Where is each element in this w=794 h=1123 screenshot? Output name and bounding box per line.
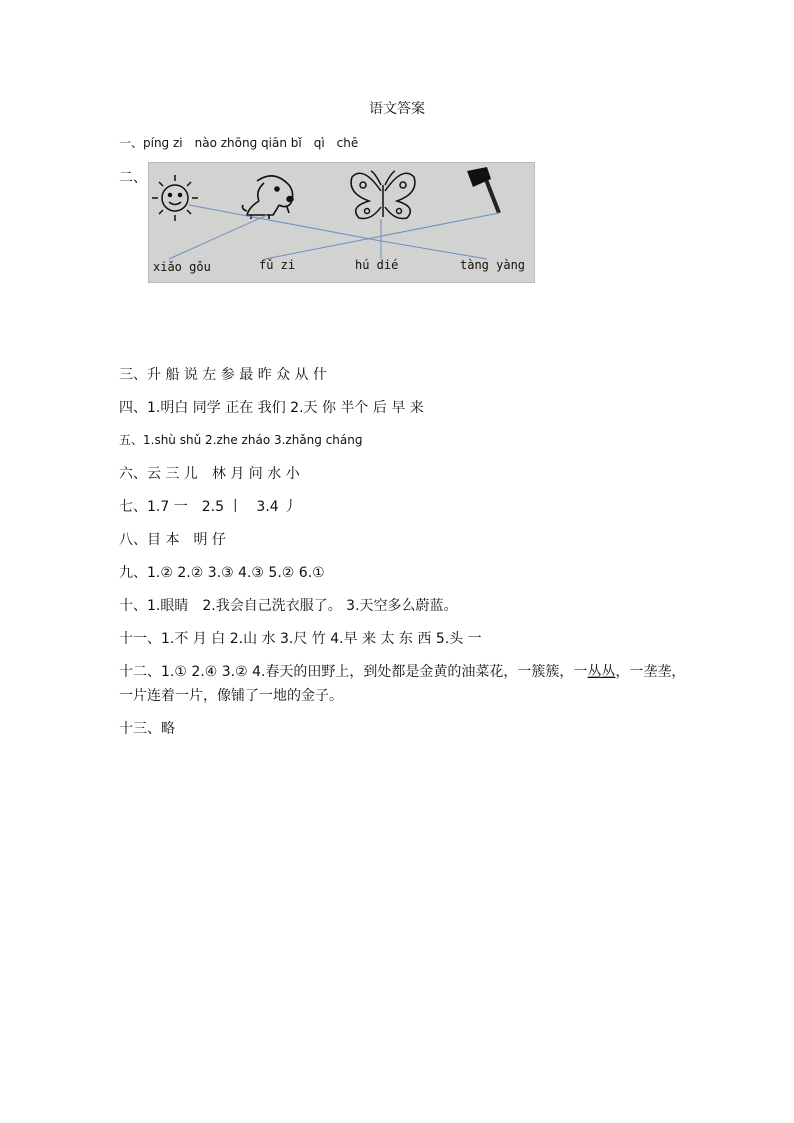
answer-12-text-b: ，一垄垄，	[615, 664, 686, 680]
answer-8: 八、目 本 明 仔	[119, 532, 226, 548]
answer-11: 十一、1.不 月 白 2.山 水 3.尺 竹 4.早 来 太 东 西 5.头 一	[119, 631, 482, 647]
answer-5: 五、1.shù shǔ 2.zhe zháo 3.zhǎnɡ chánɡ	[119, 433, 363, 447]
answer-10: 十、1.眼睛 2.我会自己洗衣服了。 3.天空多么蔚蓝。	[119, 598, 458, 614]
pinyin-label: tàng yàng	[460, 258, 526, 272]
matching-lines	[169, 205, 499, 259]
answer-7: 七、1.7 一 2.5 丨 3.4 丿	[119, 499, 298, 515]
dog-icon	[243, 176, 294, 219]
answer-4: 四、1.明白 同学 正在 我们 2.天 你 半个 后 早 来	[119, 400, 424, 416]
answer-12-text-a: 十二、1.① 2.④ 3.② 4.春天的田野上，到处都是金黄的油菜花，一簇簇，一	[119, 664, 588, 680]
answer-9: 九、1.② 2.② 3.③ 4.③ 5.② 6.①	[119, 565, 325, 581]
answer-12-line-2: 一片连着一片，像铺了一地的金子。	[119, 688, 343, 704]
matching-figure	[148, 162, 535, 283]
sun-icon	[152, 175, 198, 221]
pinyin-label: hú dié	[355, 258, 399, 272]
answer-12-underlined: 丛丛	[587, 664, 616, 680]
axe-icon	[467, 167, 499, 213]
answer-2-label: 二、	[119, 170, 147, 186]
answer-6: 六、云 三 儿 林 月 问 水 小	[119, 466, 300, 482]
page-title: 语文答案	[369, 101, 425, 117]
answer-1: 一、pínɡ zi nào zhōnɡ qiān bǐ qì chē	[119, 136, 359, 150]
pinyin-label: fǔ zi	[259, 258, 296, 272]
answer-3: 三、升 船 说 左 参 最 昨 众 从 什	[119, 367, 328, 383]
answer-13: 十三、略	[119, 721, 175, 737]
butterfly-icon	[351, 171, 415, 219]
pinyin-label: xiǎo gǒu	[153, 260, 211, 274]
answer-12-line-1	[119, 661, 685, 681]
